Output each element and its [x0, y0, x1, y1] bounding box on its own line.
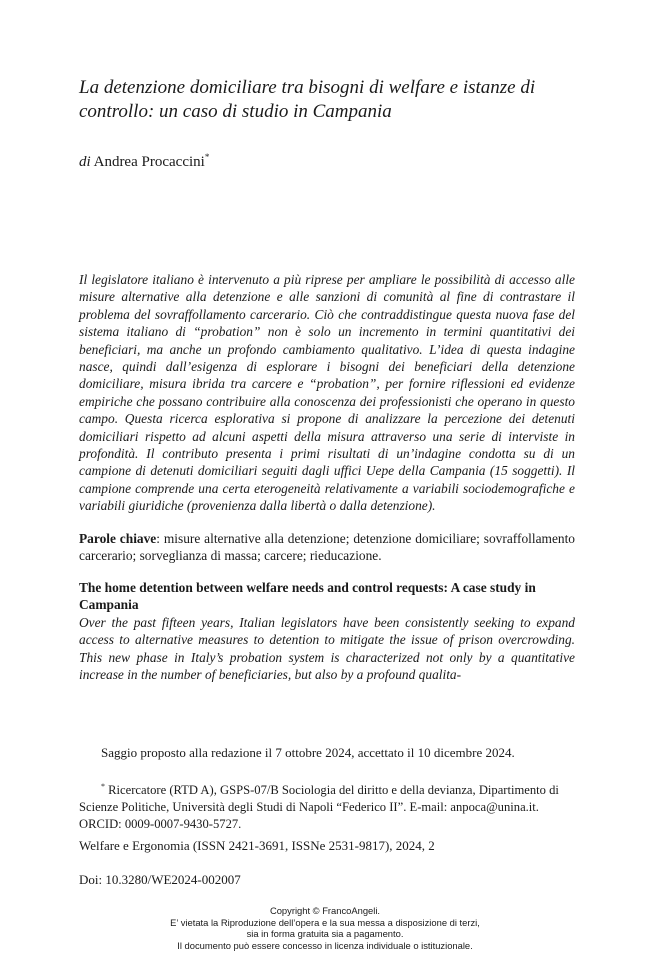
doi: Doi: 10.3280/WE2024-002007 — [79, 872, 241, 887]
copyright-line: Copyright © FrancoAngeli. — [269, 905, 381, 916]
english-title: The home detention between welfare needs and control requests: A case study in Campania — [79, 580, 536, 613]
author-name: Andrea Procaccini — [93, 154, 205, 170]
keywords — [79, 530, 575, 565]
footnote-marker: * — [101, 782, 105, 791]
abstract-italian: Il legislatore italiano è intervenuto a più riprese per ampliare le possibilità di accesso alle misure alternative alla detenzione e alle sanzioni di comunità al fine di contrastare il problema del sovraffollamento carcerario. Ciò che contraddistingue questa nuova fase del sistema italiano di “probation” non è solo un incremento in termini quantitativi dei beneficiari, ma anche un profondo cambiamento qualitativo. L’idea di questa indagine nasce, quindi dall’esigenza di esplorare i bisogni dei beneficiari della detenzione domiciliare, misura ibrida tra carcere e “probation”, per fornire riflessioni ed evidenze empiriche che possano contribuire alla conoscenza dei professionisti che operano in questo campo. Questa ricerca esplorativa si propone di analizzare la percezione dei detenuti domiciliari rispetto ad alcuni aspetti della misura attraverso una serie di interviste in profondità. Il contributo presenta i primi risultati di un’indagine condotta su di un campione di detenuti domiciliari seguiti dagli uffici Uepe della Campania (15 soggetti). Il campione comprende una certa eterogeneità relativamente a variabili sociodemografiche e variabili giuridiche (provenienza dalla libertà o dalla detenzione). — [79, 272, 575, 514]
copyright-line: E’ vietata la Riproduzione dell’opera e la sua messa a disposizione di terzi, — [170, 916, 480, 928]
keywords-text: : misure alternative alla detenzione; detenzione domiciliare; sovraffollamento carcerario; sorveglianza di massa; carcere; rieducazione. — [79, 531, 575, 564]
abstract-english: Over the past fifteen years, Italian legislators have been consistently seeking to expand access to alternative measures to detention to mitigate the issue of prison overcrowding. This new phase in Italy’s probation system is characterized not only by a quantitative increase in the number of beneficiaries, but also by a profound qualita- — [79, 615, 575, 683]
article-title: La detenzione domiciliare tra bisogni di welfare e istanze di controllo: un caso di studio in Campania — [79, 77, 536, 122]
author-footnote — [79, 778, 575, 833]
copyright-notice — [100, 905, 550, 951]
author-byline — [79, 147, 209, 172]
footnote-text: Ricercatore (RTD A), GSPS-07/B Sociologia del diritto e della devianza, Dipartimento di Scienze Politiche, Università degli Studi di Napoli “Federico II”. E-mail: anpoca@unina.it. ORCID: 0009-0007-9430-5727. — [79, 783, 559, 831]
keywords-label: Parole chiave — [79, 531, 157, 546]
copyright-line: sia in forma gratuita sia a pagamento. — [246, 928, 404, 940]
journal-citation: Welfare e Ergonomia (ISSN 2421-3691, ISSNe 2531-9817), 2024, 2 — [79, 838, 435, 853]
copyright-line: Il documento può essere concesso in licenza individuale o istituzionale. — [177, 939, 473, 951]
author-footnote-marker: * — [204, 152, 210, 162]
byline-prefix: di — [79, 154, 91, 170]
submission-note: Saggio proposto alla redazione il 7 ottobre 2024, accettato il 10 dicembre 2024. — [101, 745, 515, 760]
